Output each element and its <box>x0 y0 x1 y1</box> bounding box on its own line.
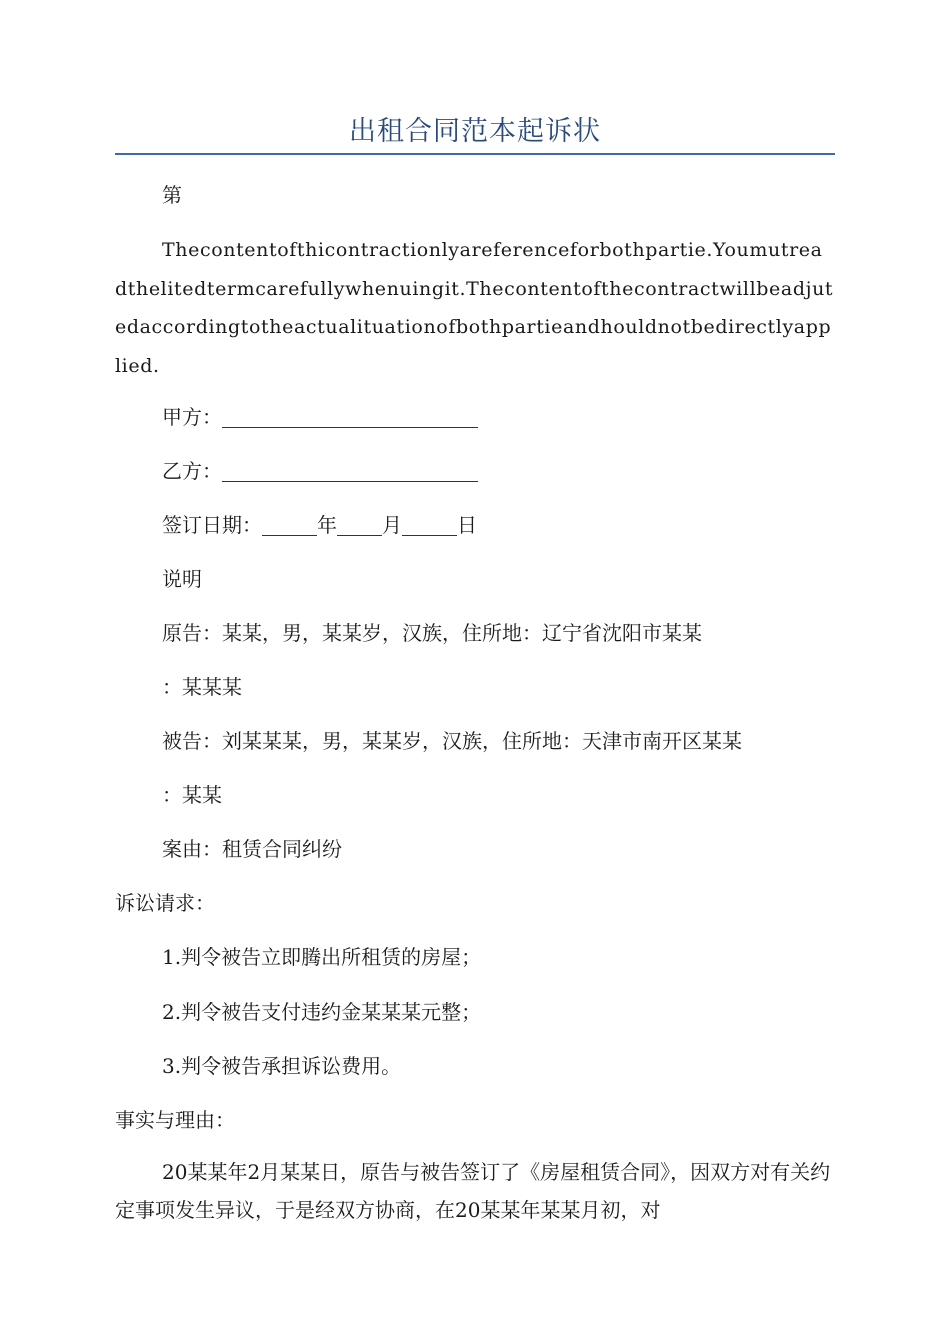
facts-heading: 事实与理由： <box>115 1108 235 1132</box>
number-label: 第 <box>162 183 182 207</box>
party-b-label: 乙方： <box>162 459 222 483</box>
claims-heading: 诉讼请求： <box>115 891 215 915</box>
sign-date-month: 月 <box>382 513 402 537</box>
claim-item: 3.判令被告承担诉讼费用。 <box>162 1054 402 1078</box>
sign-date-year: 年 <box>317 513 337 537</box>
party-a-line <box>162 403 478 431</box>
facts-text: 20某某年2月某某日，原告与被告签订了《房屋租赁合同》，因双方对有关约定事项发生异议，于是经双方协商，在20某某年某某月初，对 <box>115 1160 831 1222</box>
english-notice-paragraph <box>115 231 835 385</box>
party-a-label: 甲方： <box>162 405 222 429</box>
defendant-line-1: 被告：刘某某某，男，某某岁，汉族，住所地：天津市南开区某某 <box>162 729 742 753</box>
party-b-line <box>162 457 478 485</box>
english-notice-text: Thecontentofthicontractionlyareferenceforbothpartie.Youmutreadthelitedtermcarefullywhenuingit.Thecontentofthecontractwillbeadjutedaccordingtotheactualituationofbothpartieandhouldnotbedirectlyapplied. <box>115 239 834 377</box>
defendant-line-2: ：某某 <box>162 783 222 807</box>
facts-paragraph <box>115 1153 835 1229</box>
claim-item: 1.判令被告立即腾出所租赁的房屋； <box>162 945 482 969</box>
document-title: 出租合同范本起诉状 <box>349 116 601 147</box>
plaintiff-line-1: 原告：某某，男，某某岁，汉族，住所地：辽宁省沈阳市某某 <box>162 621 702 645</box>
sign-date-month-blank <box>337 515 382 536</box>
plaintiff-line-2: ：某某某 <box>162 675 242 699</box>
cause-line: 案由：租赁合同纠纷 <box>162 837 342 861</box>
sign-date-year-blank <box>262 515 317 536</box>
claim-item: 2.判令被告支付违约金某某某元整； <box>162 1000 482 1024</box>
party-a-blank <box>222 407 478 428</box>
sign-date-label: 签订日期： <box>162 513 262 537</box>
party-b-blank <box>222 461 478 482</box>
sign-date-day-blank <box>402 515 457 536</box>
sign-date-line <box>162 511 477 539</box>
title-underline <box>115 153 835 155</box>
explanation-label: 说明 <box>162 567 202 591</box>
sign-date-day: 日 <box>457 513 477 537</box>
